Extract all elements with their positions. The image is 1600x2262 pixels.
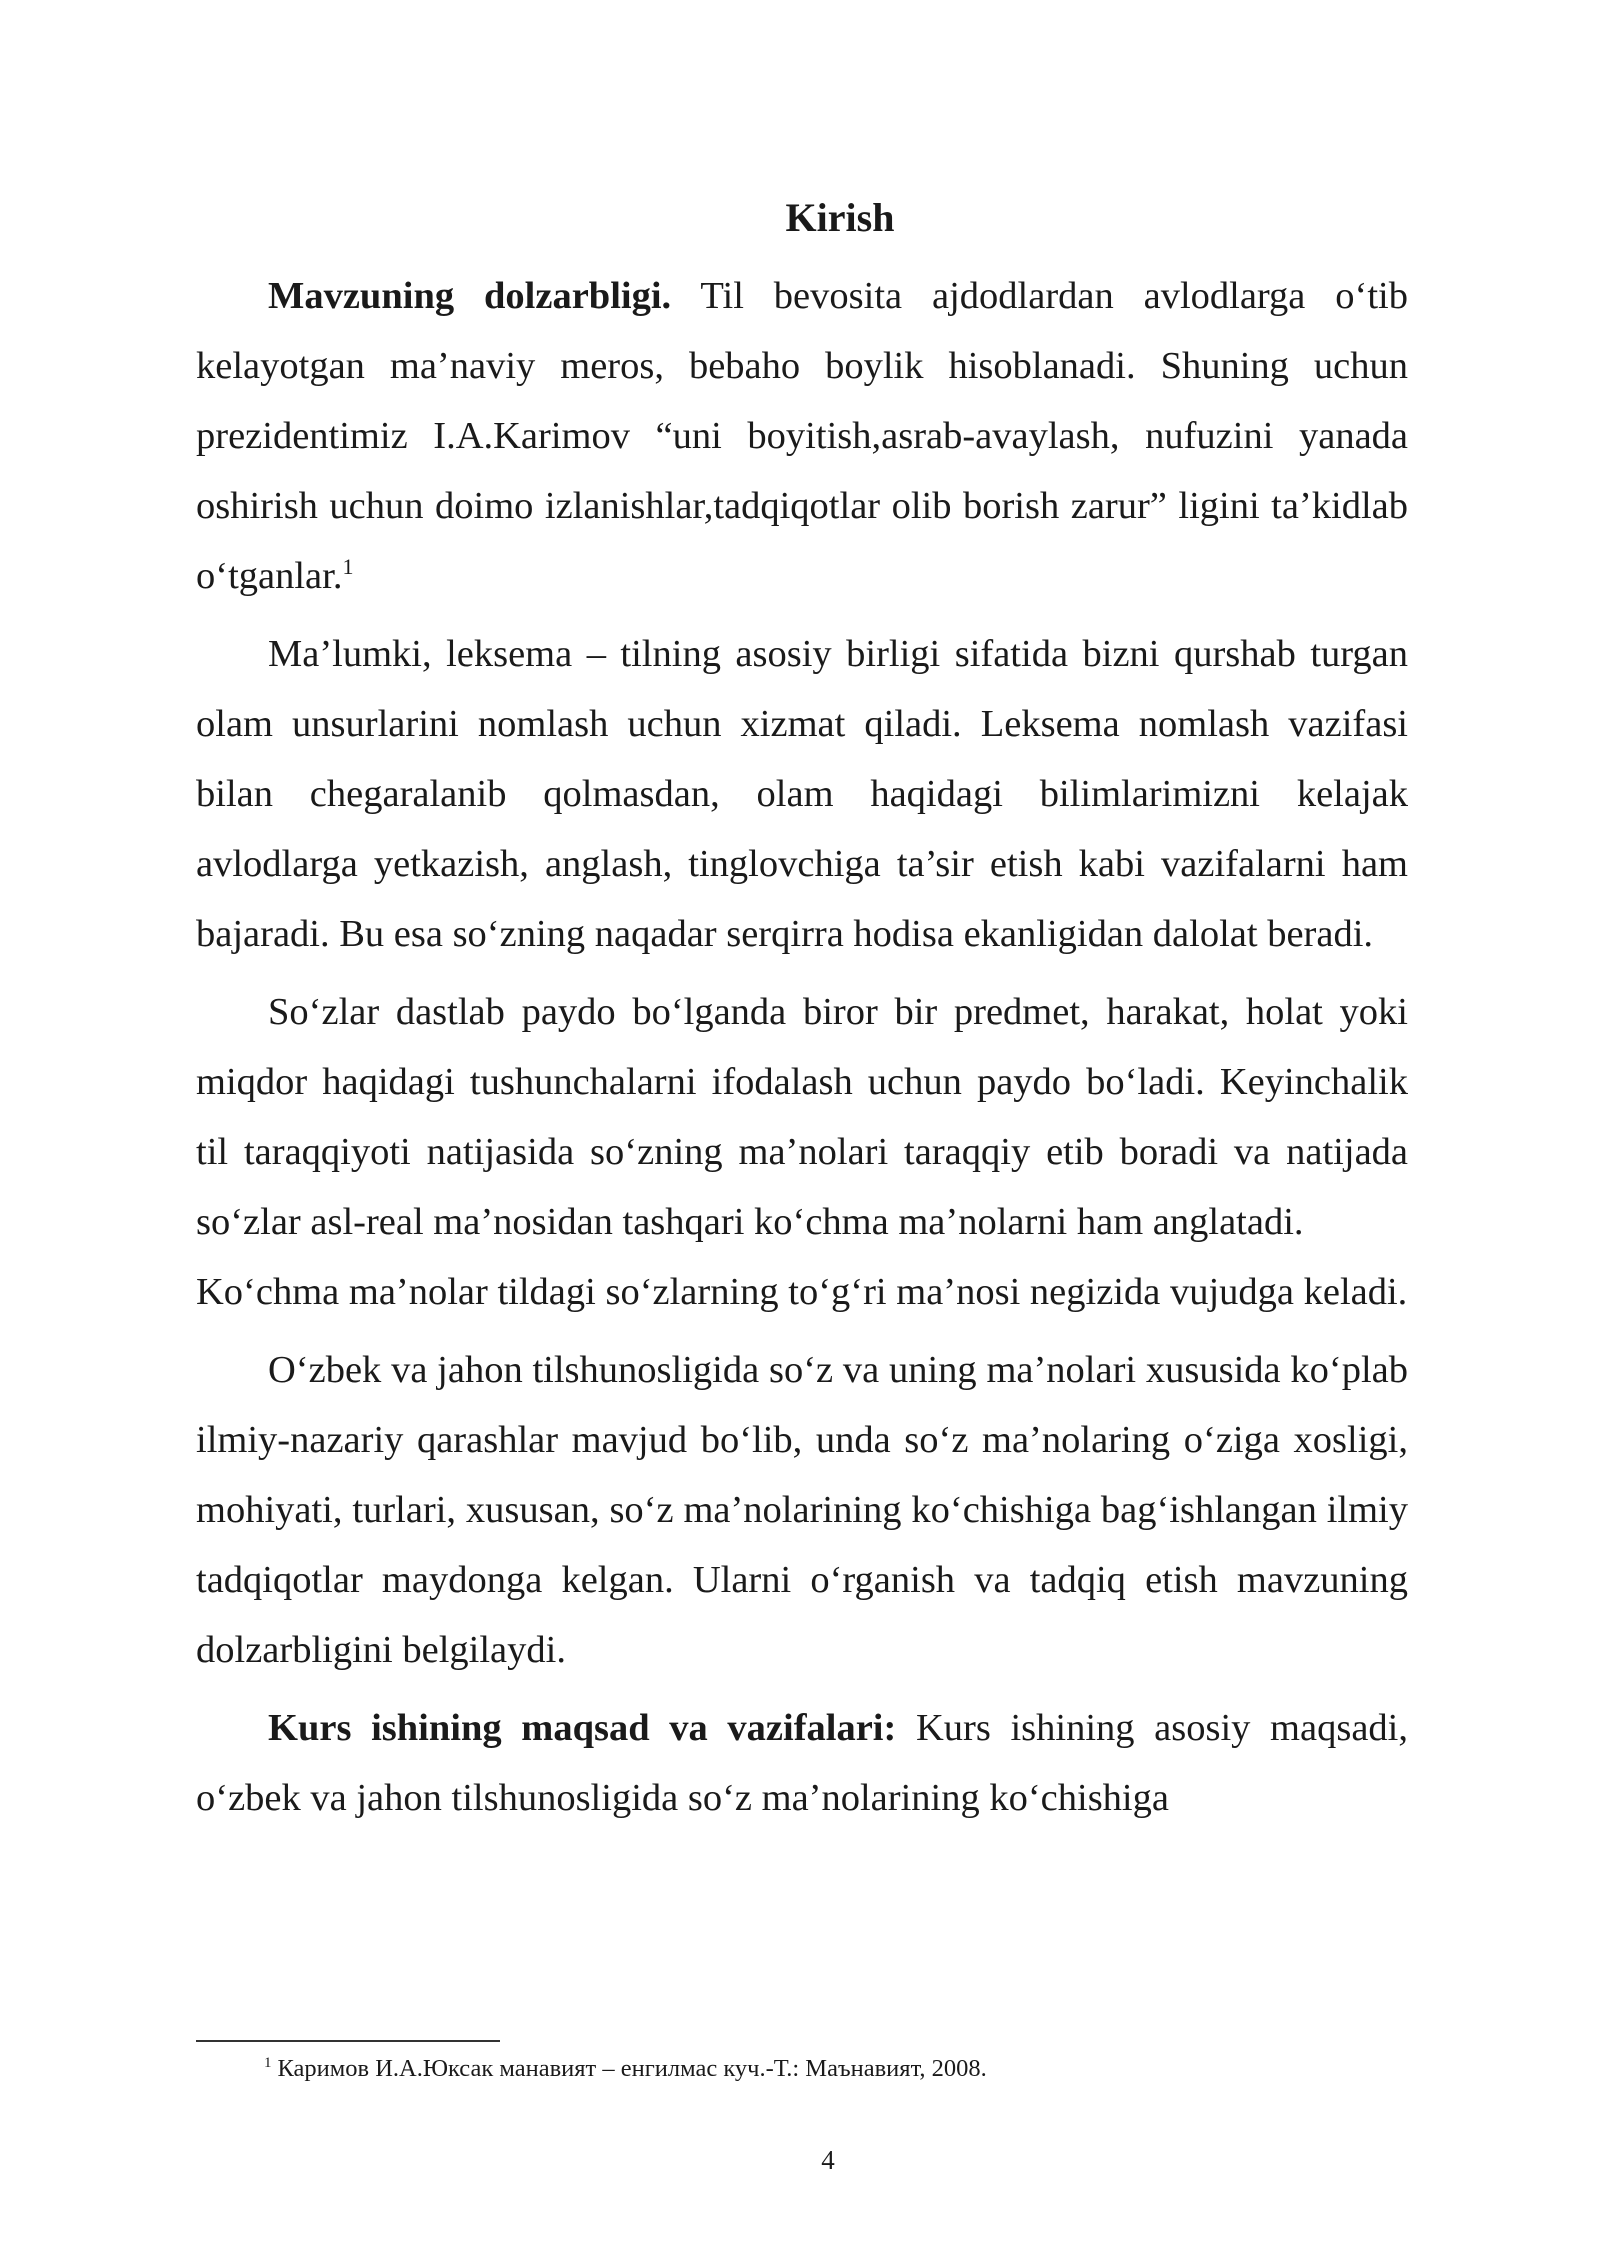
footnote-marker: 1 — [264, 2055, 272, 2071]
paragraph-lexeme — [196, 619, 1408, 969]
page-number: 4 — [821, 2145, 835, 2175]
footnote-text: Каримов И.А.Юксак манавият – енгилмас куч.-Т.: Маънавият, 2008. — [277, 2055, 987, 2082]
paragraph-text: Til bevosita ajdodlardan avlodlarga o‘tib kelayotgan ma’naviy meros, bebaho boylik hisoblanadi. Shuning uchun prezidentimiz I.A.Karimov “uni boyitish,asrab-avaylash, nufuzini yanada oshirish uchun doimo izlanishlar,tadqiqotlar olib borish zarur” ligini ta’kidlab o‘tganlar. — [196, 275, 1409, 597]
paragraph-relevance — [196, 261, 1408, 611]
paragraph-text: O‘zbek va jahon tilshunosligida so‘z va uning ma’nolari xususida ko‘plab ilmiy-nazariy qarashlar mavjud bo‘lib, unda so‘z ma’nolaring o‘ziga xosligi, mohiyati, turlari, xususan, so‘z ma’nolarining ko‘chishiga bag‘ishlangan ilmiy tadqiqotlar maydonga kelgan. Ularni o‘rganish va tadqiq etish mavzuning dolzarbligini belgilaydi. — [196, 1349, 1408, 1671]
paragraph-text: Kurs ishining asosiy maqsadi, o‘zbek va jahon tilshunosligida so‘z ma’nolarining ko‘chishiga — [196, 1707, 1408, 1819]
footnote — [264, 2052, 987, 2086]
paragraph-lead: Mavzuning dolzarbligi. — [268, 275, 672, 317]
paragraph-text: So‘zlar dastlab paydo bo‘lganda biror bir predmet, harakat, holat yoki miqdor haqidagi tushunchalarni ifodalash uchun paydo bo‘ladi. Keyinchalik til taraqqiyoti natijasida so‘zning ma’nolari taraqqiy etib boradi va natijada so‘zlar asl-real ma’nosidan tashqari ko‘chma ma’nolarni ham anglatadi. — [196, 991, 1408, 1243]
paragraph-linguistics — [196, 1335, 1408, 1685]
paragraph-text: Ma’lumki, leksema – tilning asosiy birligi sifatida bizni qurshab turgan olam unsurlarini nomlash uchun xizmat qiladi. Leksema nomlash vazifasi bilan chegaralanib qolmasdan, olam haqidagi bilimlarimizni kelajak avlodlarga yetkazish, anglash, tinglovchiga ta’sir etish kabi vazifalarni ham bajaradi. Bu esa so‘zning naqadar serqirra hodisa ekanligidan dalolat beradi. — [196, 633, 1408, 955]
paragraph-figurative-meaning — [196, 1257, 1408, 1327]
body-text — [196, 261, 1408, 1833]
footnote-separator — [196, 2040, 500, 2042]
paragraph-word-origin — [196, 977, 1408, 1257]
paragraph-goals — [196, 1693, 1408, 1833]
paragraph-text: Ko‘chma ma’nolar tildagi so‘zlarning to‘g‘ri ma’nosi negizida vujudga keladi. — [196, 1271, 1408, 1313]
paragraph-lead: Kurs ishining maqsad va vazifalari: — [268, 1707, 897, 1749]
footnote-reference[interactable]: 1 — [342, 554, 354, 579]
page-heading: Kirish — [785, 195, 895, 240]
